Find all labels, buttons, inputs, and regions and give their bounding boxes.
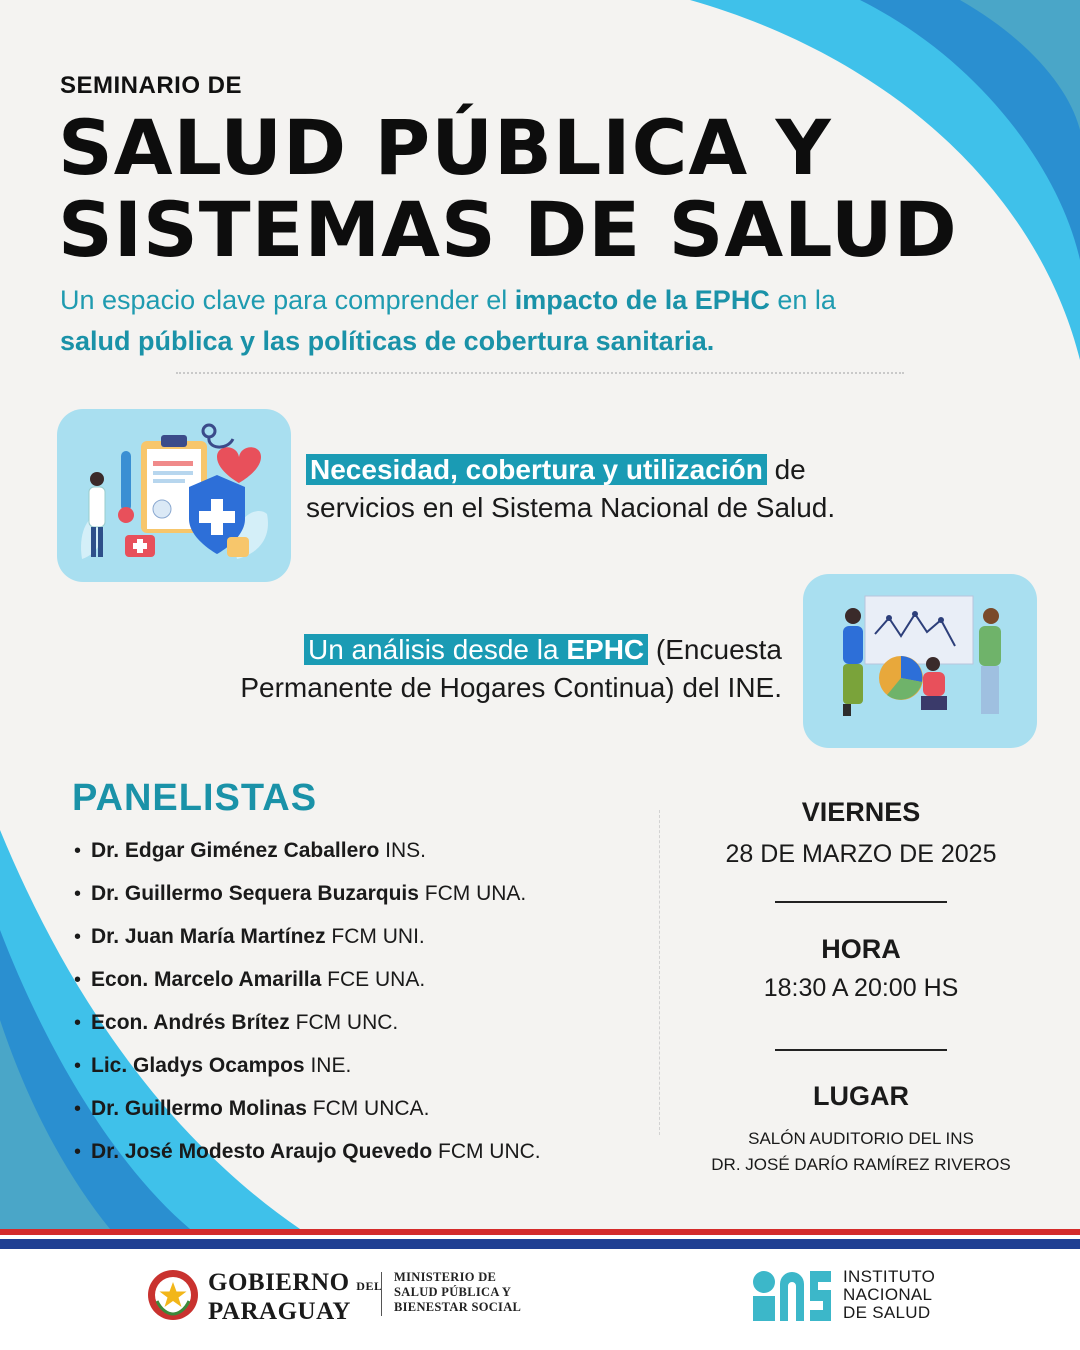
ins-logo-icon [752, 1270, 832, 1322]
event-place-line-1: SALÓN AUDITORIO DEL INS [748, 1129, 974, 1148]
panelist-name: Dr. Juan María Martínez [91, 925, 326, 948]
gob-text-1: GOBIERNO [208, 1269, 350, 1296]
event-date: 28 DE MARZO DE 2025 [725, 840, 997, 868]
panelist-name: Dr. Edgar Giménez Caballero [91, 839, 380, 862]
ins-line-2: NACIONAL [843, 1285, 933, 1304]
place-label: LUGAR [813, 1081, 909, 1111]
panelists-title: PANELISTAS [72, 777, 318, 819]
panelist-org: FCM UNCA. [306, 1097, 430, 1120]
panelists-list [74, 835, 664, 1179]
panelist-org: FCM UNC. [289, 1011, 399, 1034]
panelist-name: Lic. Gladys Ocampos [91, 1054, 305, 1077]
topic-1 [306, 451, 1006, 527]
panelist-item [74, 964, 664, 1007]
ins-line-1: INSTITUTO [843, 1267, 936, 1286]
panelist-org: INE. [304, 1054, 352, 1077]
data-analysis-illustration [803, 574, 1037, 748]
panelist-org: FCE UNA. [321, 968, 426, 991]
event-place [680, 1126, 1042, 1178]
health-services-illustration [57, 409, 291, 582]
gob-text-2: PARAGUAY [208, 1298, 351, 1325]
panelist-item [74, 878, 664, 921]
subtitle-bold-2: salud pública y las políticas de cobertura sanitaria. [60, 326, 715, 356]
subtitle-bold-1: impacto de la EPHC [514, 285, 770, 315]
topic-2-highlight-bold: EPHC [566, 634, 645, 665]
dotted-divider [176, 372, 904, 374]
ministry-logo-text [394, 1270, 521, 1315]
panelist-org: FCM UNI. [325, 925, 425, 948]
panelist-name: Econ. Marcelo Amarilla [91, 968, 322, 991]
ministry-line-1: MINISTERIO DE [394, 1270, 497, 1284]
panelist-name: Econ. Andrés Brítez [91, 1011, 290, 1034]
column-divider [659, 810, 660, 1135]
topic-2 [120, 631, 782, 707]
ministry-line-2: SALUD PÚBLICA Y [394, 1285, 512, 1299]
panelist-item [74, 1093, 664, 1136]
topic-2-line-2: Permanente de Hogares Continua) del INE. [240, 672, 782, 703]
ministry-line-3: BIENESTAR SOCIAL [394, 1300, 522, 1314]
page-title-line-2: SISTEMAS DE SALUD [58, 185, 958, 274]
topic-2-highlight [304, 634, 648, 665]
gob-text-del: DEL [356, 1279, 383, 1293]
separator-1 [775, 901, 947, 903]
ins-logo-text [843, 1268, 935, 1322]
panelist-name: Dr. Guillermo Molinas [91, 1097, 307, 1120]
panelist-org: FCM UNC. [432, 1140, 541, 1163]
topic-2-text: (Encuesta [648, 634, 782, 665]
panelist-item [74, 1007, 664, 1050]
paraguay-seal-icon [146, 1268, 200, 1322]
day-label: VIERNES [801, 797, 921, 827]
topic-1-highlight: Necesidad, cobertura y utilización [306, 454, 767, 485]
seminar-kicker: SEMINARIO DE [60, 72, 243, 99]
subtitle-text-1: Un espacio clave para comprender el [60, 285, 515, 315]
panelist-item [74, 921, 664, 964]
panelist-item [74, 835, 664, 878]
subtitle [60, 280, 1040, 362]
panelist-org: FCM UNA. [418, 882, 527, 905]
page-title-line-1: SALUD PÚBLICA Y [58, 103, 832, 192]
panelist-name: Dr. Guillermo Sequera Buzarquis [91, 882, 419, 905]
topic-1-text: de [766, 454, 806, 485]
event-place-line-2: DR. JOSÉ DARÍO RAMÍREZ RIVEROS [711, 1155, 1011, 1174]
subtitle-text-2: en la [769, 285, 836, 315]
panelist-org: INS. [379, 839, 426, 862]
topic-2-highlight-text: Un análisis desde la [307, 634, 567, 665]
time-label: HORA [821, 934, 901, 964]
panelist-item [74, 1136, 664, 1179]
panelist-name: Dr. José Modesto Araujo Quevedo [91, 1140, 433, 1163]
logo-separator [381, 1272, 382, 1316]
panelist-item [74, 1050, 664, 1093]
gobierno-del-paraguay-logo [208, 1270, 382, 1325]
separator-2 [775, 1049, 947, 1051]
topic-1-line-2: servicios en el Sistema Nacional de Salud. [306, 492, 836, 523]
flag-stripe-blue [0, 1239, 1080, 1249]
event-time: 18:30 A 20:00 HS [763, 974, 959, 1002]
ins-line-3: DE SALUD [843, 1303, 931, 1322]
